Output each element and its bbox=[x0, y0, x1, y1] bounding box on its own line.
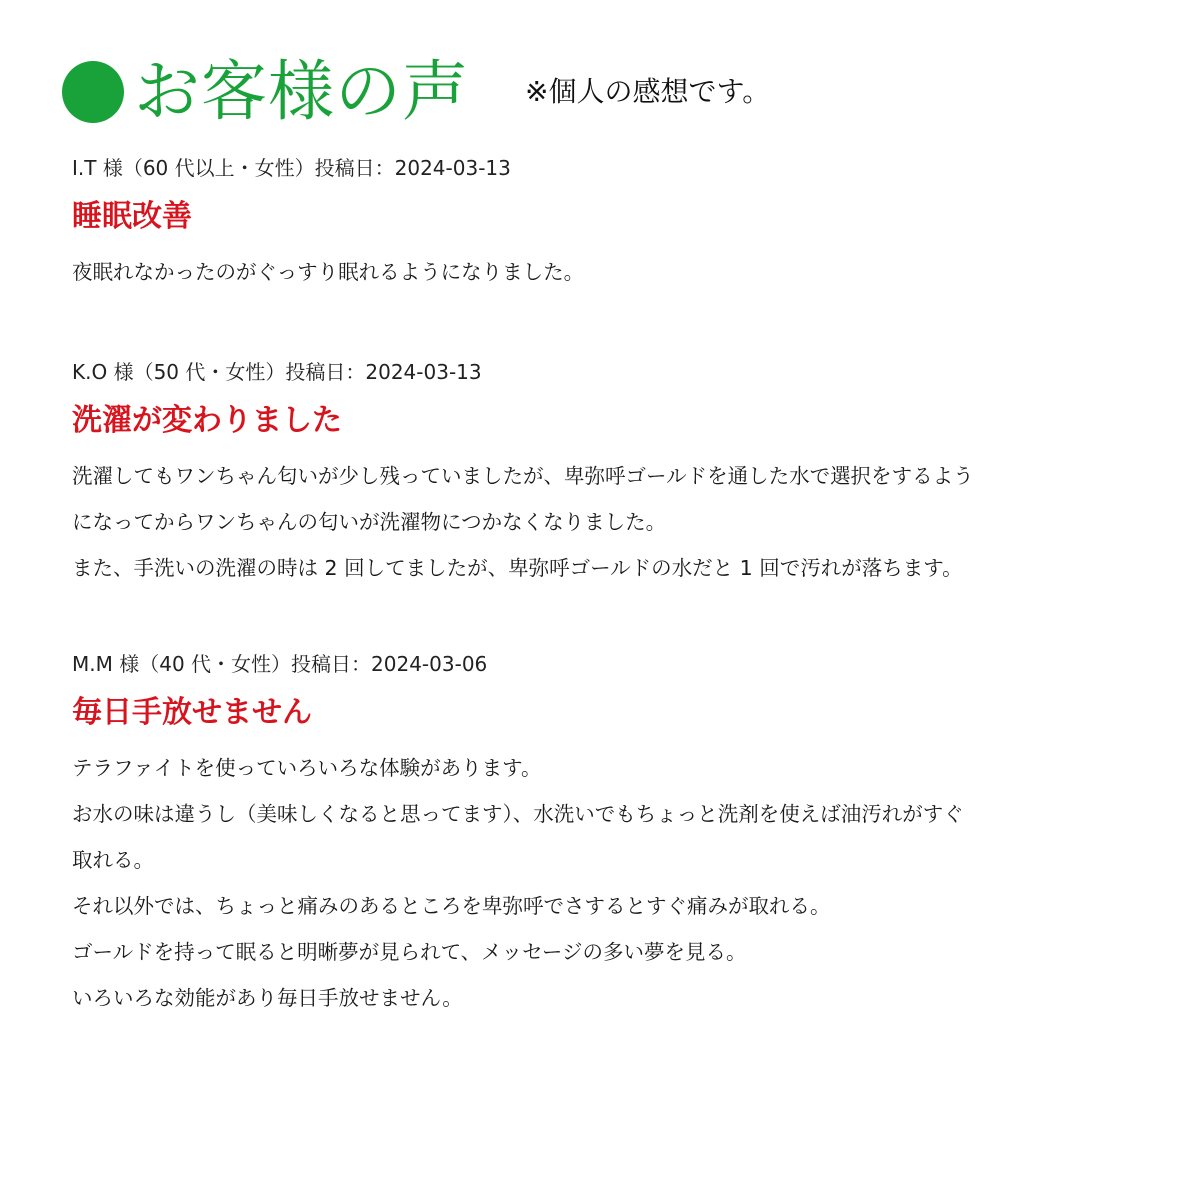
review-line: いろいろな効能があり毎日手放せません。 bbox=[72, 986, 463, 1010]
review-body bbox=[72, 249, 1143, 295]
review-line: テラファイトを使っていろいろな体験があります。 bbox=[72, 756, 542, 780]
review-line: ゴールドを持って眠ると明晰夢が見られて、メッセージの多い夢を見る。 bbox=[72, 940, 747, 964]
review-line: それ以外では、ちょっと痛みのあるところを卑弥呼でさするとすぐ痛みが取れる。 bbox=[72, 894, 831, 918]
review-body bbox=[72, 453, 1143, 591]
review-2 bbox=[72, 359, 1143, 591]
disclaimer-note: ※個人の感想です。 bbox=[525, 75, 771, 108]
review-meta: K.O 様（50 代・女性）投稿日：2024-03-13 bbox=[72, 360, 482, 384]
review-line: になってからワンちゃんの匂いが洗濯物につかなくなりました。 bbox=[72, 510, 667, 534]
review-meta: I.T 様（60 代以上・女性）投稿日：2024-03-13 bbox=[72, 156, 511, 180]
review-line: 夜眠れなかったのがぐっすり眠れるようになりました。 bbox=[72, 260, 585, 284]
green-circle-bullet-icon bbox=[62, 61, 124, 123]
review-meta: M.M 様（40 代・女性）投稿日：2024-03-06 bbox=[72, 652, 488, 676]
page-title: お客様の声 bbox=[134, 53, 469, 130]
review-title: 睡眠改善 bbox=[72, 199, 192, 234]
review-1 bbox=[72, 155, 1143, 295]
page-header bbox=[62, 52, 770, 132]
review-line: 取れる。 bbox=[72, 848, 154, 872]
review-3 bbox=[72, 651, 1143, 1021]
review-line: お水の味は違うし（美味しくなると思ってます）、水洗いでもちょっと洗剤を使えば油汚れがすぐ bbox=[72, 802, 964, 826]
review-body bbox=[72, 745, 1143, 1021]
review-line: また、手洗いの洗濯の時は 2 回してましたが、卑弥呼ゴールドの水だと 1 回で汚れが落ちます。 bbox=[72, 556, 963, 580]
review-title: 洗濯が変わりました bbox=[72, 403, 342, 438]
review-title: 毎日手放せません bbox=[72, 695, 312, 730]
review-line: 洗濯してもワンちゃん匂いが少し残っていましたが、卑弥呼ゴールドを通した水で選択をするよう bbox=[72, 464, 974, 488]
